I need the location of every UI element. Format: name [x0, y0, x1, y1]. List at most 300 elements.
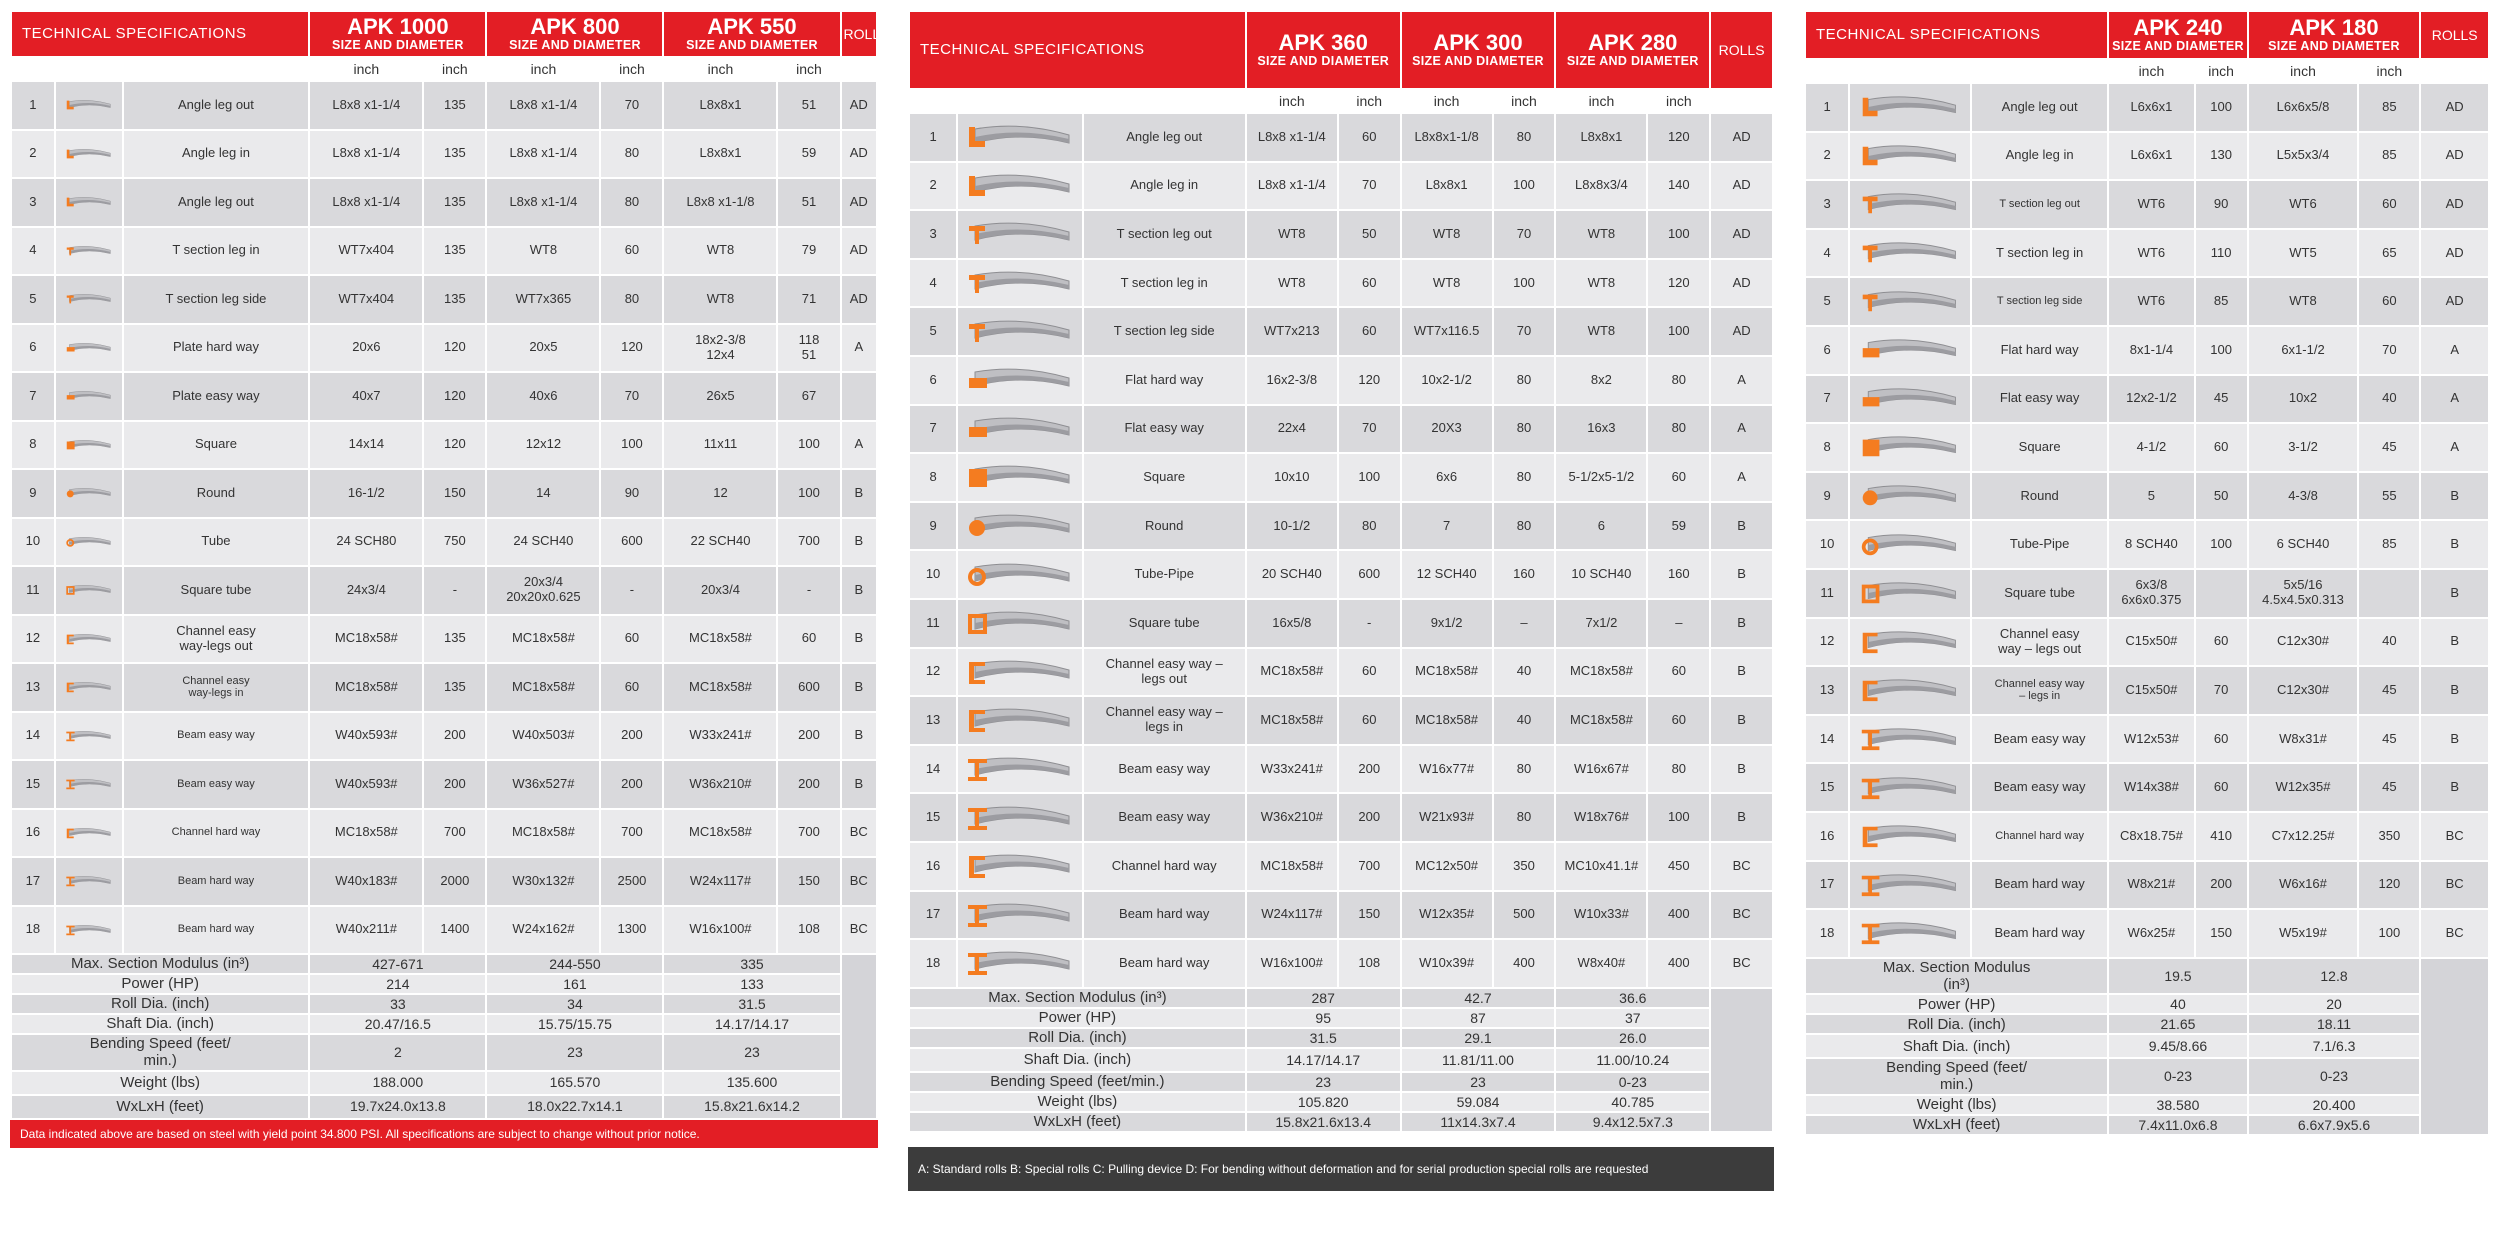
- profile-name: Channel hard way: [1971, 812, 2108, 861]
- rolls-value: B: [1710, 793, 1773, 842]
- row-number: 10: [1805, 520, 1849, 569]
- diameter-value: 79: [777, 227, 840, 276]
- size-value: 9x1/2: [1401, 599, 1493, 648]
- profile-name: Beam easy way: [123, 712, 310, 761]
- size-value: L6x6x1: [2108, 83, 2194, 132]
- summary-value: 95: [1246, 1008, 1401, 1028]
- profile-image: [55, 81, 123, 130]
- summary-label: Bending Speed (feet/ min.): [1805, 1058, 2108, 1095]
- summary-label: Weight (lbs): [909, 1092, 1246, 1112]
- model-name: APK 180: [2289, 14, 2379, 40]
- profile-name: Channel hard way: [123, 809, 310, 858]
- summary-value: 244-550: [486, 954, 663, 974]
- size-value: 40x7: [309, 372, 423, 421]
- profile-image: [957, 745, 1083, 794]
- size-value: MC12x50#: [1401, 842, 1493, 891]
- summary-row: [11, 994, 877, 1014]
- diameter-value: 80: [600, 275, 663, 324]
- diameter-value: 120: [2358, 861, 2420, 910]
- row-number: 9: [909, 502, 957, 551]
- diameter-value: 90: [600, 469, 663, 518]
- size-value: L8x8 x1-1/8: [663, 178, 777, 227]
- square-tube-profile-icon: [1859, 573, 1961, 613]
- summary-label: Power (HP): [909, 1008, 1246, 1028]
- rolls-value: BC: [841, 809, 877, 858]
- header-row: [909, 11, 1773, 89]
- size-value: 20x3/4: [663, 566, 777, 615]
- profile-name: Flat hard way: [1083, 356, 1246, 405]
- summary-value: 20.400: [2248, 1095, 2421, 1115]
- size-value: 8x2: [1555, 356, 1647, 405]
- row-number: 6: [11, 324, 55, 373]
- diameter-value: 108: [777, 906, 840, 955]
- size-value: 5x5/16 4.5x4.5x0.313: [2248, 569, 2359, 618]
- profile-image: [1849, 715, 1971, 764]
- profile-image: [957, 453, 1083, 502]
- diameter-value: 200: [600, 712, 663, 761]
- profile-image: [55, 227, 123, 276]
- size-value: WT7x365: [486, 275, 600, 324]
- diameter-value: 200: [423, 760, 486, 809]
- channel-profile-icon: [1859, 622, 1961, 662]
- row-number: 3: [11, 178, 55, 227]
- size-value: W12x35#: [2248, 763, 2359, 812]
- profile-image: [1849, 861, 1971, 910]
- rolls-value: AD: [1710, 162, 1773, 211]
- summary-label: WxLxH (feet): [909, 1112, 1246, 1132]
- diameter-value: 80: [1493, 113, 1556, 162]
- size-value: W16x100#: [1246, 939, 1338, 988]
- diameter-value: 60: [2195, 423, 2248, 472]
- summary-value: 11.81/11.00: [1401, 1048, 1556, 1072]
- row-number: 4: [11, 227, 55, 276]
- summary-value: 23: [486, 1034, 663, 1071]
- size-value: 7x1/2: [1555, 599, 1647, 648]
- diameter-value: 59: [1647, 502, 1710, 551]
- table-row: [909, 891, 1773, 940]
- diameter-value: -: [777, 566, 840, 615]
- unit-label: inch: [663, 57, 777, 81]
- diameter-value: 80: [600, 178, 663, 227]
- row-number: 7: [1805, 375, 1849, 424]
- units-row: [11, 57, 877, 81]
- profile-name: T section leg in: [1971, 229, 2108, 278]
- model-name: APK 550: [707, 13, 797, 39]
- table-row: [909, 599, 1773, 648]
- table-row: [11, 760, 877, 809]
- size-value: L5x5x3/4: [2248, 132, 2359, 181]
- diameter-value: 51: [777, 81, 840, 130]
- channel-profile-icon: [965, 846, 1075, 886]
- summary-value: 188.000: [309, 1071, 486, 1095]
- size-value: 6 SCH40: [2248, 520, 2359, 569]
- summary-value: 15.8x21.6x13.4: [1246, 1112, 1401, 1132]
- rolls-value: B: [2420, 666, 2489, 715]
- profile-name: Channel easy way – legs out: [1083, 648, 1246, 697]
- angle-profile-icon: [65, 182, 113, 222]
- size-value: MC18x58#: [663, 809, 777, 858]
- table-row: [1805, 180, 2489, 229]
- rolls-header: ROLLS: [2420, 11, 2489, 59]
- size-value: MC18x58#: [1401, 696, 1493, 745]
- summary-value: 31.5: [663, 994, 840, 1014]
- summary-value: 0-23: [1555, 1072, 1710, 1092]
- size-value: L8x8 x1-1/4: [486, 130, 600, 179]
- size-value: W16x100#: [663, 906, 777, 955]
- size-value: MC18x58#: [1246, 648, 1338, 697]
- rolls-value: AD: [841, 178, 877, 227]
- size-value: W40x183#: [309, 857, 423, 906]
- profile-name: Angle leg in: [1971, 132, 2108, 181]
- header-row: [1805, 11, 2489, 59]
- row-number: 1: [1805, 83, 1849, 132]
- profile-image: [55, 518, 123, 567]
- rolls-value: B: [841, 760, 877, 809]
- size-value: L8x8x1-1/8: [1401, 113, 1493, 162]
- rolls-value: B: [1710, 502, 1773, 551]
- summary-value: 59.084: [1401, 1092, 1556, 1112]
- profile-name: Flat hard way: [1971, 326, 2108, 375]
- channel-profile-icon: [1859, 816, 1961, 856]
- profile-image: [1849, 326, 1971, 375]
- row-number: 12: [11, 615, 55, 664]
- size-value: 22x4: [1246, 405, 1338, 454]
- t-section-profile-icon: [965, 214, 1075, 254]
- rolls-value: AD: [2420, 277, 2489, 326]
- diameter-value: 110: [2195, 229, 2248, 278]
- rolls-value: AD: [841, 227, 877, 276]
- table-row: [909, 210, 1773, 259]
- t-section-profile-icon: [1859, 184, 1961, 224]
- summary-row: [909, 1048, 1773, 1072]
- profile-image: [957, 162, 1083, 211]
- summary-value: 36.6: [1555, 988, 1710, 1008]
- diameter-value: 65: [2358, 229, 2420, 278]
- profile-image: [1849, 909, 1971, 958]
- summary-row: [909, 1092, 1773, 1112]
- profile-name: Channel easy way – legs out: [1971, 618, 2108, 667]
- table-row: [11, 421, 877, 470]
- summary-value: 165.570: [486, 1071, 663, 1095]
- diameter-value: 450: [1647, 842, 1710, 891]
- summary-value: 37: [1555, 1008, 1710, 1028]
- diameter-value: 400: [1647, 891, 1710, 940]
- diameter-value: 60: [1647, 696, 1710, 745]
- diameter-value: 1400: [423, 906, 486, 955]
- spec-table: [1804, 10, 2490, 1136]
- rolls-value: B: [2420, 472, 2489, 521]
- model-header: [663, 11, 840, 57]
- channel-profile-icon: [965, 652, 1075, 692]
- summary-value: 427-671: [309, 954, 486, 974]
- size-value: 6: [1555, 502, 1647, 551]
- footnote: Data indicated above are based on steel with yield point 34.800 PSI. All specifications are subject to change without prior notice.: [10, 1120, 878, 1148]
- channel-profile-icon: [65, 667, 113, 707]
- profile-name: Square tube: [123, 566, 310, 615]
- table-row: [1805, 861, 2489, 910]
- diameter-value: 135: [423, 275, 486, 324]
- table-row: [1805, 569, 2489, 618]
- t-section-profile-icon: [965, 263, 1075, 303]
- rolls-value: BC: [1710, 939, 1773, 988]
- unit-label: inch: [2358, 59, 2420, 83]
- unit-label: inch: [2248, 59, 2359, 83]
- profile-name: Channel easy way-legs in: [123, 663, 310, 712]
- size-value: 6x1-1/2: [2248, 326, 2359, 375]
- diameter-value: 71: [777, 275, 840, 324]
- size-value: 4-1/2: [2108, 423, 2194, 472]
- summary-row: [11, 1071, 877, 1095]
- summary-label: Bending Speed (feet/min.): [909, 1072, 1246, 1092]
- table-row: [11, 712, 877, 761]
- table-row: [11, 469, 877, 518]
- table-row: [909, 793, 1773, 842]
- summary-value: 11.00/10.24: [1555, 1048, 1710, 1072]
- diameter-value: 200: [1338, 745, 1401, 794]
- diameter-value: 60: [600, 227, 663, 276]
- angle-profile-icon: [1859, 87, 1961, 127]
- size-value: W21x93#: [1401, 793, 1493, 842]
- size-value: WT8: [486, 227, 600, 276]
- size-value: MC18x58#: [1555, 696, 1647, 745]
- diameter-value: 100: [600, 421, 663, 470]
- profile-image: [957, 842, 1083, 891]
- size-value: MC18x58#: [663, 615, 777, 664]
- summary-value: 105.820: [1246, 1092, 1401, 1112]
- summary-value: 21.65: [2108, 1014, 2247, 1034]
- channel-profile-icon: [65, 813, 113, 853]
- size-value: W14x38#: [2108, 763, 2194, 812]
- profile-name: Beam hard way: [123, 906, 310, 955]
- row-number: 3: [909, 210, 957, 259]
- profile-image: [55, 324, 123, 373]
- square-tube-profile-icon: [65, 570, 113, 610]
- diameter-value: 100: [1338, 453, 1401, 502]
- summary-value: 287: [1246, 988, 1401, 1008]
- size-value: W8x31#: [2248, 715, 2359, 764]
- units-spacer: [1805, 59, 2108, 83]
- summary-row: [909, 1028, 1773, 1048]
- size-value: WT8: [1555, 307, 1647, 356]
- size-value: L8x8 x1-1/4: [309, 81, 423, 130]
- size-value: W6x16#: [2248, 861, 2359, 910]
- rolls-value: B: [1710, 599, 1773, 648]
- profile-image: [957, 891, 1083, 940]
- size-value: WT6: [2248, 180, 2359, 229]
- profile-image: [55, 130, 123, 179]
- table-row: [11, 130, 877, 179]
- diameter-value: 85: [2358, 132, 2420, 181]
- size-value: 10-1/2: [1246, 502, 1338, 551]
- diameter-value: 135: [423, 663, 486, 712]
- rolls-value: B: [841, 518, 877, 567]
- size-value: W12x53#: [2108, 715, 2194, 764]
- diameter-value: 140: [1647, 162, 1710, 211]
- diameter-value: 80: [1647, 356, 1710, 405]
- size-value: WT8: [1246, 259, 1338, 308]
- size-value: 10x10: [1246, 453, 1338, 502]
- summary-value: 18.0x22.7x14.1: [486, 1095, 663, 1119]
- profile-name: Beam easy way: [1971, 763, 2108, 812]
- profile-name: Angle leg out: [1971, 83, 2108, 132]
- summary-value: 23: [1246, 1072, 1401, 1092]
- summary-label: Weight (lbs): [1805, 1095, 2108, 1115]
- summary-row: [1805, 958, 2489, 995]
- diameter-value: 80: [1647, 405, 1710, 454]
- size-value: L6x6x5/8: [2248, 83, 2359, 132]
- diameter-value: 130: [2195, 132, 2248, 181]
- profile-image: [55, 615, 123, 664]
- diameter-value: -: [1338, 599, 1401, 648]
- profile-image: [957, 696, 1083, 745]
- table-row: [11, 857, 877, 906]
- diameter-value: 80: [1647, 745, 1710, 794]
- profile-image: [957, 648, 1083, 697]
- size-value: W6x25#: [2108, 909, 2194, 958]
- size-value: 20x3/4 20x20x0.625: [486, 566, 600, 615]
- profile-image: [1849, 132, 1971, 181]
- table-row: [1805, 520, 2489, 569]
- size-value: 24 SCH40: [486, 518, 600, 567]
- summary-value: 0-23: [2108, 1058, 2247, 1095]
- profile-image: [55, 712, 123, 761]
- summary-value: 335: [663, 954, 840, 974]
- profile-name: Round: [1971, 472, 2108, 521]
- plate-profile-icon: [965, 409, 1075, 449]
- diameter-value: -: [423, 566, 486, 615]
- row-number: 11: [1805, 569, 1849, 618]
- technical-specifications-header: TECHNICAL SPECIFICATIONS: [1805, 11, 2108, 59]
- summary-label: Shaft Dia. (inch): [909, 1048, 1246, 1072]
- profile-name: Angle leg out: [123, 81, 310, 130]
- table-row: [11, 372, 877, 421]
- summary-value: 9.4x12.5x7.3: [1555, 1112, 1710, 1132]
- diameter-value: 80: [1493, 453, 1556, 502]
- profile-image: [1849, 763, 1971, 812]
- diameter-value: [2358, 569, 2420, 618]
- diameter-value: 118 51: [777, 324, 840, 373]
- diameter-value: 400: [1493, 939, 1556, 988]
- angle-profile-icon: [965, 117, 1075, 157]
- table-row: [11, 178, 877, 227]
- summary-value: 40: [2108, 994, 2247, 1014]
- profile-image: [957, 939, 1083, 988]
- summary-row: [11, 1014, 877, 1034]
- diameter-value: 200: [1338, 793, 1401, 842]
- size-value: MC18x58#: [309, 809, 423, 858]
- summary-value: 12.8: [2248, 958, 2421, 995]
- model-header: [1401, 11, 1556, 89]
- diameter-value: 410: [2195, 812, 2248, 861]
- diameter-value: 600: [1338, 550, 1401, 599]
- profile-name: Beam hard way: [123, 857, 310, 906]
- size-value: W5x19#: [2248, 909, 2359, 958]
- size-value: 20x6: [309, 324, 423, 373]
- unit-label: inch: [777, 57, 840, 81]
- size-value: L8x8x1: [663, 130, 777, 179]
- tube-profile-icon: [1859, 525, 1961, 565]
- size-value: 40x6: [486, 372, 600, 421]
- table-row: [909, 113, 1773, 162]
- row-number: 14: [1805, 715, 1849, 764]
- profile-image: [1849, 666, 1971, 715]
- diameter-value: 50: [1338, 210, 1401, 259]
- size-value: 3-1/2: [2248, 423, 2359, 472]
- diameter-value: [2195, 569, 2248, 618]
- summary-value: 34: [486, 994, 663, 1014]
- rolls-value: AD: [2420, 132, 2489, 181]
- summary-value: 29.1: [1401, 1028, 1556, 1048]
- table-row: [909, 842, 1773, 891]
- size-value: C8x18.75#: [2108, 812, 2194, 861]
- profile-name: Square tube: [1083, 599, 1246, 648]
- summary-value: 40.785: [1555, 1092, 1710, 1112]
- rolls-value: BC: [841, 906, 877, 955]
- round-bar-profile-icon: [1859, 476, 1961, 516]
- diameter-value: 200: [2195, 861, 2248, 910]
- diameter-value: 600: [777, 663, 840, 712]
- row-number: 13: [1805, 666, 1849, 715]
- summary-value: 15.75/15.75: [486, 1014, 663, 1034]
- profile-image: [957, 356, 1083, 405]
- model-header: [1555, 11, 1710, 89]
- size-value: L8x8x3/4: [1555, 162, 1647, 211]
- square-bar-profile-icon: [965, 457, 1075, 497]
- diameter-value: 45: [2195, 375, 2248, 424]
- rolls-value: A: [841, 324, 877, 373]
- profile-image: [957, 793, 1083, 842]
- size-value: L8x8x1: [663, 81, 777, 130]
- summary-row: [909, 988, 1773, 1008]
- profile-image: [55, 421, 123, 470]
- size-value: WT7x213: [1246, 307, 1338, 356]
- diameter-value: 60: [600, 663, 663, 712]
- diameter-value: 80: [1493, 502, 1556, 551]
- diameter-value: 700: [1338, 842, 1401, 891]
- row-number: 7: [909, 405, 957, 454]
- summary-value: 23: [663, 1034, 840, 1071]
- diameter-value: 150: [777, 857, 840, 906]
- profile-name: Plate easy way: [123, 372, 310, 421]
- profile-name: Square: [123, 421, 310, 470]
- model-header: [2248, 11, 2421, 59]
- channel-profile-icon: [965, 700, 1075, 740]
- table-row: [909, 307, 1773, 356]
- diameter-value: 51: [777, 178, 840, 227]
- diameter-value: 100: [2195, 83, 2248, 132]
- diameter-value: 120: [423, 324, 486, 373]
- diameter-value: 70: [600, 81, 663, 130]
- model-name: APK 300: [1433, 29, 1523, 55]
- profile-image: [55, 372, 123, 421]
- size-value: MC18x58#: [486, 809, 600, 858]
- profile-name: Angle leg in: [123, 130, 310, 179]
- row-number: 10: [909, 550, 957, 599]
- row-number: 8: [909, 453, 957, 502]
- units-spacer: [2420, 59, 2489, 83]
- diameter-value: 70: [2195, 666, 2248, 715]
- row-number: 16: [909, 842, 957, 891]
- size-value: WT7x116.5: [1401, 307, 1493, 356]
- table-row: [11, 906, 877, 955]
- rolls-value: BC: [1710, 842, 1773, 891]
- diameter-value: 80: [600, 130, 663, 179]
- size-value: 10 SCH40: [1555, 550, 1647, 599]
- table-row: [1805, 812, 2489, 861]
- profile-image: [1849, 520, 1971, 569]
- size-value: W36x210#: [1246, 793, 1338, 842]
- row-number: 18: [11, 906, 55, 955]
